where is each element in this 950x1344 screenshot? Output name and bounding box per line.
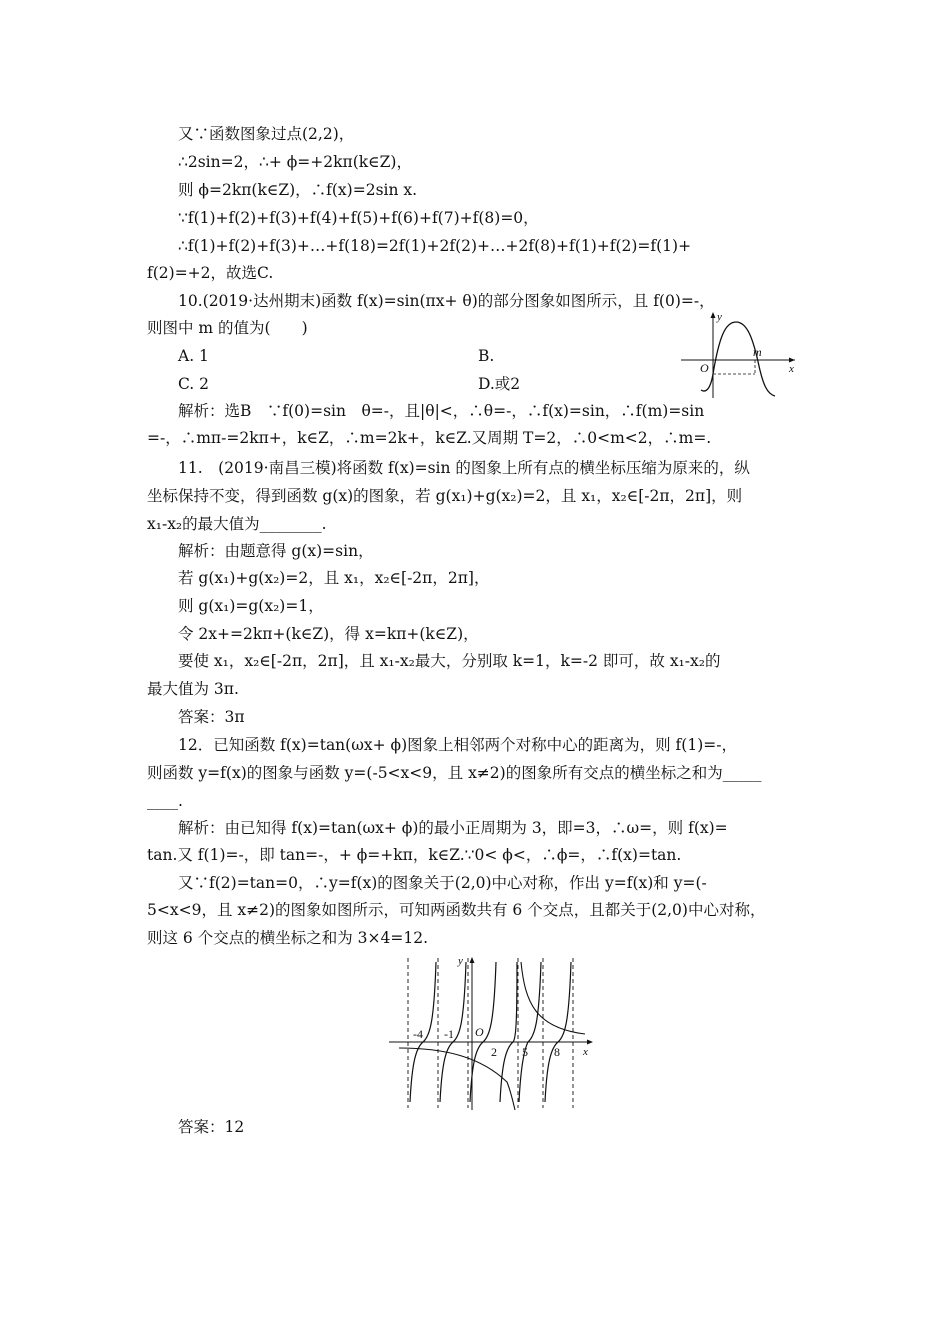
tick-label: -4: [413, 1027, 423, 1041]
option-b: B.: [478, 347, 495, 365]
tick-label: 5: [522, 1045, 528, 1059]
point-label-m: m: [753, 345, 762, 359]
option-a: A. 1: [178, 347, 209, 365]
solution-11: 最大值为 3π.: [147, 680, 239, 698]
text-line: ∴f(1)+f(2)+f(3)+…+f(18)=2f(1)+2f(2)+…+2f(8)+f(1)+f(2)=f(1)+: [178, 237, 692, 255]
solution-12: 又∵f(2)=tan=0，∴y=f(x)的图象关于(2,0)中心对称，作出 y=f(x)和 y=(-: [178, 874, 707, 892]
solution-11: 解析：由题意得 g(x)=sin，: [178, 542, 374, 560]
tangent-graph-figure: [385, 952, 597, 1112]
answer-12: 答案：12: [178, 1118, 245, 1136]
solution-12: 解析：由已知得 f(x)=tan(ωx+ ϕ)的最小正周期为 3，即=3，∴ω=，则 f(x)=: [178, 819, 728, 837]
question-12-stem: 12．已知函数 f(x)=tan(ωx+ ϕ)图象上相邻两个对称中心的距离为，则 f(1)=-，: [178, 736, 737, 754]
tick-label: -1: [444, 1027, 454, 1041]
solution-10: 解析：选B ∵f(0)=sin θ=-，且|θ|<，∴θ=-，∴f(x)=sin，∴f(m)=sin: [178, 402, 705, 420]
sine-graph-figure: [673, 308, 801, 400]
tick-label: 2: [491, 1045, 497, 1059]
question-10-stem: 10.(2019·达州期末)函数 f(x)=sin(πx+ θ)的部分图象如图所示，且 f(0)=-，: [178, 292, 715, 310]
question-10-stem: 则图中 m 的值为( ): [147, 319, 308, 337]
question-12-stem: 则函数 y=f(x)的图象与函数 y=(-5<x<9，且 x≠2)的图象所有交点的横坐标之和为_____: [147, 764, 762, 782]
origin-label: O: [475, 1025, 484, 1039]
question-11-stem: 11. (2019·南昌三模)将函数 f(x)=sin 的图象上所有点的横坐标压缩为原来的，纵: [178, 459, 750, 477]
text-line: ∵f(1)+f(2)+f(3)+f(4)+f(5)+f(6)+f(7)+f(8)=0，: [178, 209, 539, 227]
solution-11: 要使 x₁，x₂∈[-2π，2π]，且 x₁-x₂最大，分别取 k=1，k=-2 即可，故 x₁-x₂的: [178, 652, 721, 670]
solution-11: 令 2x+=2kπ+(k∈Z)，得 x=kπ+(k∈Z)，: [178, 625, 479, 643]
answer-11: 答案：3π: [178, 708, 245, 726]
axis-label-x: x: [789, 363, 794, 375]
solution-12: 则这 6 个交点的横坐标之和为 3×4=12.: [147, 929, 428, 947]
option-d: D.或2: [478, 375, 521, 393]
solution-12: tan.又 f(1)=-，即 tan=-，+ ϕ=+kπ，k∈Z.∵0< ϕ<，∴ϕ=，∴f(x)=tan.: [147, 846, 682, 864]
axis-label-x: x: [583, 1046, 588, 1058]
text-line: ∴2sin=2，∴+ ϕ=+2kπ(k∈Z)，: [178, 153, 412, 171]
option-c: C. 2: [178, 375, 210, 393]
axis-label-y: y: [458, 955, 463, 967]
text-line: 又∵函数图象过点(2,2)，: [178, 125, 355, 143]
question-11-stem: x₁-x₂的最大值为________.: [147, 515, 327, 533]
text-line: 则 ϕ=2kπ(k∈Z)，∴f(x)=2sin x.: [178, 181, 418, 199]
solution-12: 5<x<9，且 x≠2)的图象如图所示，可知两函数共有 6 个交点，且都关于(2,0)中心对称，: [147, 901, 766, 919]
solution-11: 则 g(x₁)=g(x₂)=1，: [178, 597, 324, 615]
text-line: f(2)=+2，故选C.: [147, 264, 274, 282]
origin-label: O: [700, 361, 709, 375]
solution-10: =-，∴mπ-=2kπ+，k∈Z，∴m=2k+，k∈Z.又周期 T=2，∴0<m<2，∴m=.: [147, 429, 712, 447]
question-11-stem: 坐标保持不变，得到函数 g(x)的图象，若 g(x₁)+g(x₂)=2，且 x₁，x₂∈[-2π，2π]，则: [147, 487, 743, 505]
axis-label-y: y: [717, 311, 722, 323]
tick-label: 8: [554, 1045, 560, 1059]
question-12-stem: ____.: [147, 792, 183, 810]
solution-11: 若 g(x₁)+g(x₂)=2，且 x₁，x₂∈[-2π，2π]，: [178, 569, 490, 587]
